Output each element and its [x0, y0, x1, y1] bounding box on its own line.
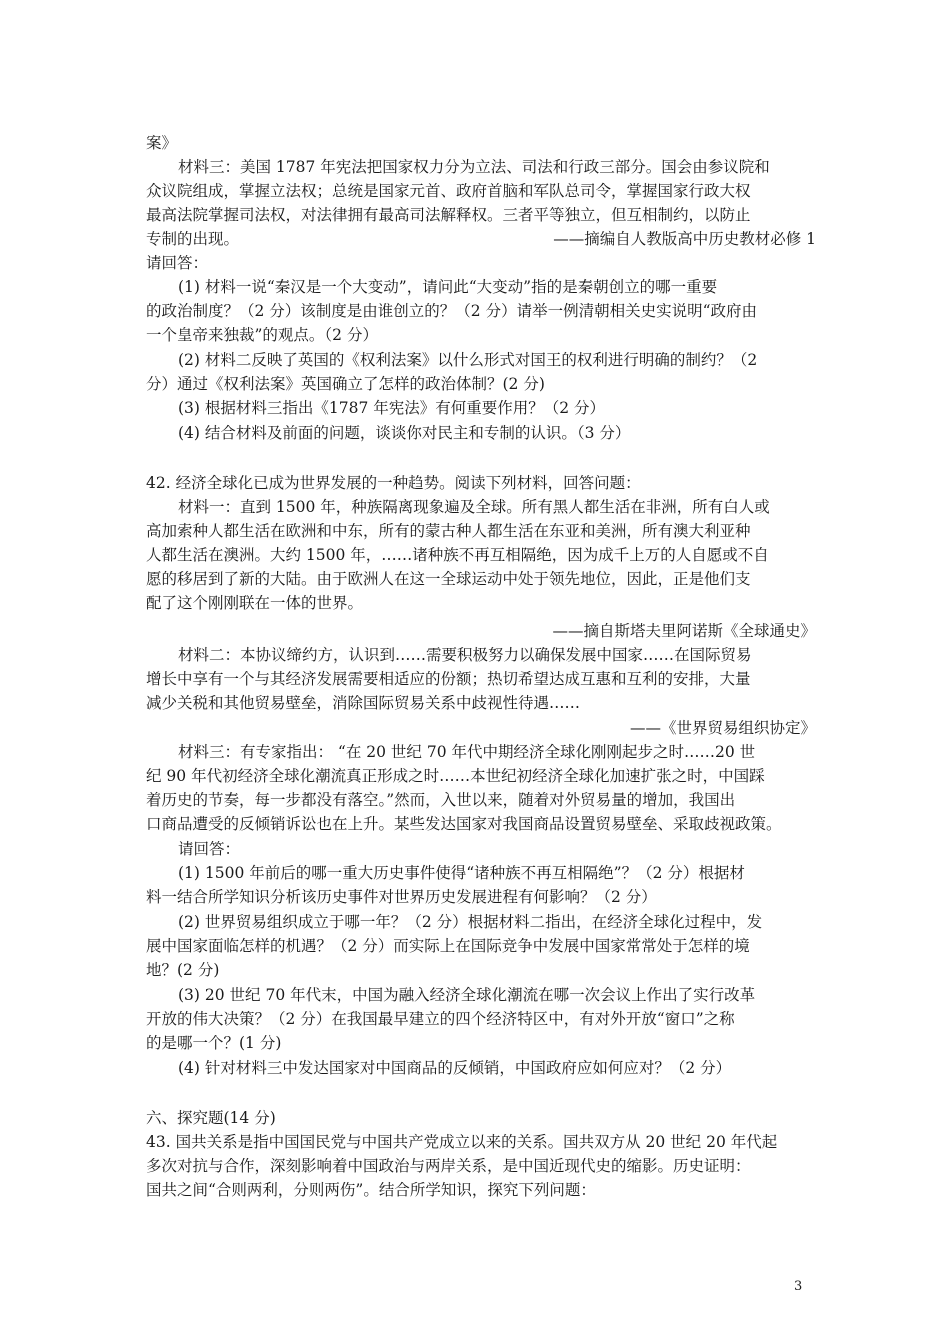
text-line: 愿的移居到了新的大陆。由于欧洲人在这一全球运动中处于领先地位，因此，正是他们支 — [146, 570, 751, 588]
text-line: 地？(2 分) — [146, 961, 220, 979]
text-line: 请回答： — [146, 254, 209, 272]
text-line: 专制的出现。 — [146, 230, 240, 248]
section-heading: 六、探究题(14 分) — [146, 1109, 276, 1127]
question-line: (1) 材料一说“秦汉是一个大变动”，请问此“大变动”指的是秦朝创立的哪一重要 — [178, 278, 718, 296]
text-line: 料一结合所学知识分析该历史事件对世界历史发展进程有何影响？（2 分） — [146, 888, 657, 906]
text-line: 高加索种人都生活在欧洲和中东，所有的蒙古种人都生活在东亚和美洲，所有澳大利亚种 — [146, 522, 751, 540]
text-line: 口商品遭受的反倾销诉讼也在上升。某些发达国家对我国商品设置贸易壁垒、采取歧视政策。 — [146, 815, 782, 833]
question-line: (2) 材料二反映了英国的《权利法案》以什么形式对国王的权利进行明确的制约？（2 — [178, 351, 758, 369]
question-line: (4) 结合材料及前面的问题，谈谈你对民主和专制的认识。（3 分） — [178, 424, 631, 442]
text-line: 开放的伟大决策？（2 分）在我国最早建立的四个经济特区中，有对外开放“窗口”之称 — [146, 1010, 735, 1028]
text-line: 的是哪一个？(1 分) — [146, 1034, 282, 1052]
source-citation: ——摘编自人教版高中历史教材必修 1 — [553, 230, 816, 248]
text-line: 材料三：有专家指出： “在 20 世纪 70 年代中期经济全球化刚刚起步之时……20 世 — [178, 743, 756, 761]
text-line: 的政治制度？（2 分）该制度是由谁创立的？（2 分）请举一例清朝相关史实说明“政府由 — [146, 302, 758, 320]
source-citation: ——《世界贸易组织协定》 — [629, 719, 816, 737]
text-line: 材料一：直到 1500 年，种族隔离现象遍及全球。所有黑人都生活在非洲，所有白人或 — [178, 498, 770, 516]
question-line: (1) 1500 年前后的哪一重大历史事件使得“诸种族不再互相隔绝”？（2 分）根据材 — [178, 864, 745, 882]
text-line: 案》 — [146, 134, 178, 152]
text-line: 国共之间“合则两利，分则两伤”。结合所学知识，探究下列问题： — [146, 1181, 596, 1199]
text-line: 配了这个刚刚联在一体的世界。 — [146, 594, 364, 612]
question-heading-43: 43. 国共关系是指中国国民党与中国共产党成立以来的关系。国共双方从 20 世纪 20 年代起 — [146, 1133, 778, 1151]
text-line: 分）通过《权利法案》英国确立了怎样的政治体制？(2 分) — [146, 375, 545, 393]
text-line: 多次对抗与合作，深刻影响着中国政治与两岸关系，是中国近现代史的缩影。历史证明： — [146, 1157, 751, 1175]
text-line: 减少关税和其他贸易壁垒，消除国际贸易关系中歧视性待遇…… — [146, 694, 581, 712]
text-line: 请回答： — [178, 840, 241, 858]
text-line: 着历史的节奏，每一步都没有落空。”然而，入世以来，随着对外贸易量的增加，我国出 — [146, 791, 736, 809]
text-line: 一个皇帝来独裁”的观点。（2 分） — [146, 326, 378, 344]
question-line: (3) 20 世纪 70 年代末，中国为融入经济全球化潮流在哪一次会议上作出了实行改革 — [178, 986, 756, 1004]
text-line: 增长中享有一个与其经济发展需要相适应的份额；热切希望达成互惠和互利的安排，大量 — [146, 670, 751, 688]
text-line: 众议院组成，掌握立法权；总统是国家元首、政府首脑和军队总司令，掌握国家行政大权 — [146, 182, 751, 200]
page-number: 3 — [794, 1279, 803, 1294]
question-heading-42: 42. 经济全球化已成为世界发展的一种趋势。阅读下列材料，回答问题： — [146, 474, 641, 492]
text-line: 展中国家面临怎样的机遇？（2 分）而实际上在国际竞争中发展中国家常常处于怎样的境 — [146, 937, 750, 955]
question-line: (3) 根据材料三指出《1787 年宪法》有何重要作用？（2 分） — [178, 399, 606, 417]
text-line: 材料三：美国 1787 年宪法把国家权力分为立法、司法和行政三部分。国会由参议院和 — [178, 158, 770, 176]
text-line: 材料二：本协议缔约方，认识到……需要积极努力以确保发展中国家……在国际贸易 — [178, 646, 752, 664]
text-line: 纪 90 年代初经济全球化潮流真正形成之时……本世纪初经济全球化加速扩张之时，中国踩 — [146, 767, 765, 785]
text-line: 人都生活在澳洲。大约 1500 年，……诸种族不再互相隔绝，因为成千上万的人自愿或不自 — [146, 546, 769, 564]
text-line: 最高法院掌握司法权，对法律拥有最高司法解释权。三者平等独立，但互相制约，以防止 — [146, 206, 751, 224]
question-line: (2) 世界贸易组织成立于哪一年？（2 分）根据材料二指出，在经济全球化过程中，发 — [178, 913, 763, 931]
question-line: (4) 针对材料三中发达国家对中国商品的反倾销，中国政府应如何应对？（2 分） — [178, 1059, 732, 1077]
source-citation: ——摘自斯塔夫里阿诺斯《全球通史》 — [552, 622, 816, 640]
